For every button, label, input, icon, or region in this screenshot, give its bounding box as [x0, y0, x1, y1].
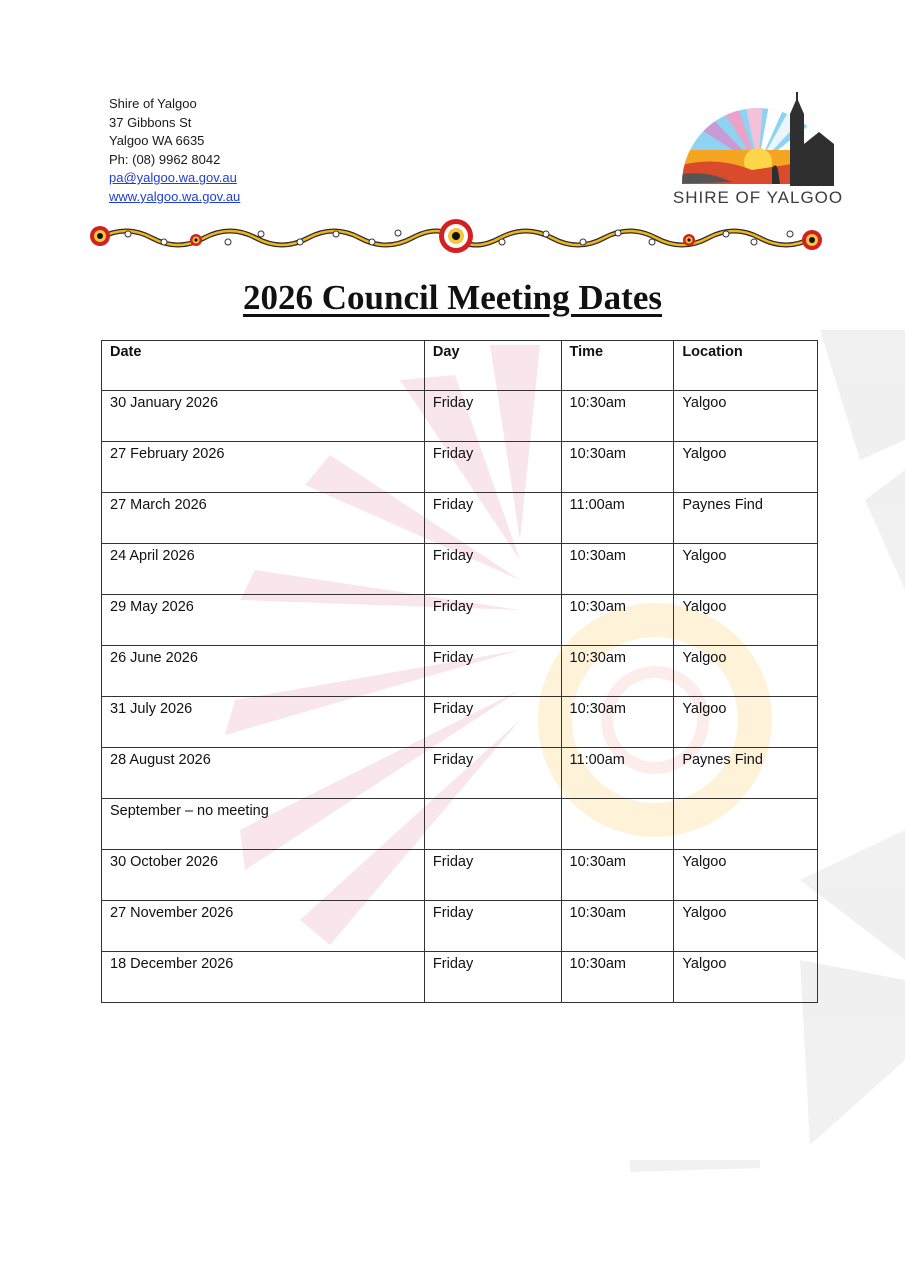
cell-time: 10:30am [561, 442, 674, 493]
street-address: 37 Gibbons St [109, 114, 192, 130]
cell-day: Friday [424, 544, 561, 595]
org-name: Shire of Yalgoo [109, 96, 197, 111]
cell-time: 10:30am [561, 595, 674, 646]
table-row [102, 850, 818, 901]
table-row [102, 544, 818, 595]
address-block [109, 95, 240, 207]
cell-time: 10:30am [561, 391, 674, 442]
header-date: Date [102, 341, 425, 391]
cell-location: Yalgoo [674, 901, 818, 952]
cell-location [674, 799, 818, 850]
cell-day: Friday [424, 697, 561, 748]
cell-date: 30 January 2026 [102, 391, 425, 442]
cell-time [561, 799, 674, 850]
cell-day: Friday [424, 901, 561, 952]
cell-day: Friday [424, 748, 561, 799]
cell-location: Paynes Find [674, 493, 818, 544]
cell-location: Yalgoo [674, 697, 818, 748]
cell-day: Friday [424, 850, 561, 901]
town-postcode: Yalgoo WA 6635 [109, 133, 205, 149]
cell-date: 28 August 2026 [102, 748, 425, 799]
cell-time: 10:30am [561, 952, 674, 1003]
cell-time: 11:00am [561, 748, 674, 799]
cell-day: Friday [424, 391, 561, 442]
cell-location: Yalgoo [674, 391, 818, 442]
table-row [102, 595, 818, 646]
cell-day: Friday [424, 493, 561, 544]
page-title: 2026 Council Meeting Dates [243, 278, 662, 317]
table-row [102, 799, 818, 850]
cell-date: 29 May 2026 [102, 595, 425, 646]
cell-date: 24 April 2026 [102, 544, 425, 595]
table-row [102, 901, 818, 952]
cell-date: 27 November 2026 [102, 901, 425, 952]
cell-date: 31 July 2026 [102, 697, 425, 748]
website-link[interactable]: www.yalgoo.wa.gov.au [109, 188, 241, 204]
cell-time: 10:30am [561, 901, 674, 952]
header-time: Time [561, 341, 674, 391]
cell-day [424, 799, 561, 850]
cell-day: Friday [424, 442, 561, 493]
cell-date: 27 March 2026 [102, 493, 425, 544]
cell-day: Friday [424, 595, 561, 646]
table-row [102, 442, 818, 493]
email-link[interactable]: pa@yalgoo.wa.gov.au [109, 170, 237, 186]
cell-day: Friday [424, 952, 561, 1003]
cell-time: 10:30am [561, 850, 674, 901]
cell-date: 18 December 2026 [102, 952, 425, 1003]
header-location: Location [674, 341, 818, 391]
cell-date: September – no meeting [102, 799, 425, 850]
table-row [102, 391, 818, 442]
cell-day: Friday [424, 646, 561, 697]
phone-number: Ph: (08) 9962 8042 [109, 151, 221, 167]
cell-location: Yalgoo [674, 544, 818, 595]
table-header-row [102, 341, 818, 391]
dotpainting-border-decoration [86, 216, 826, 256]
cell-location: Yalgoo [674, 595, 818, 646]
cell-location: Yalgoo [674, 442, 818, 493]
cell-location: Paynes Find [674, 748, 818, 799]
cell-date: 27 February 2026 [102, 442, 425, 493]
cell-time: 10:30am [561, 646, 674, 697]
table-row [102, 952, 818, 1003]
cell-time: 11:00am [561, 493, 674, 544]
cell-time: 10:30am [561, 697, 674, 748]
cell-time: 10:30am [561, 544, 674, 595]
table-row [102, 493, 818, 544]
table-row [102, 646, 818, 697]
cell-location: Yalgoo [674, 952, 818, 1003]
table-row [102, 748, 818, 799]
logo-text: SHIRE OF YALGOO [672, 188, 844, 207]
cell-date: 26 June 2026 [102, 646, 425, 697]
table-row [102, 697, 818, 748]
meeting-dates-table [101, 340, 818, 1003]
cell-location: Yalgoo [674, 850, 818, 901]
cell-date: 30 October 2026 [102, 850, 425, 901]
cell-location: Yalgoo [674, 646, 818, 697]
header-day: Day [424, 341, 561, 391]
